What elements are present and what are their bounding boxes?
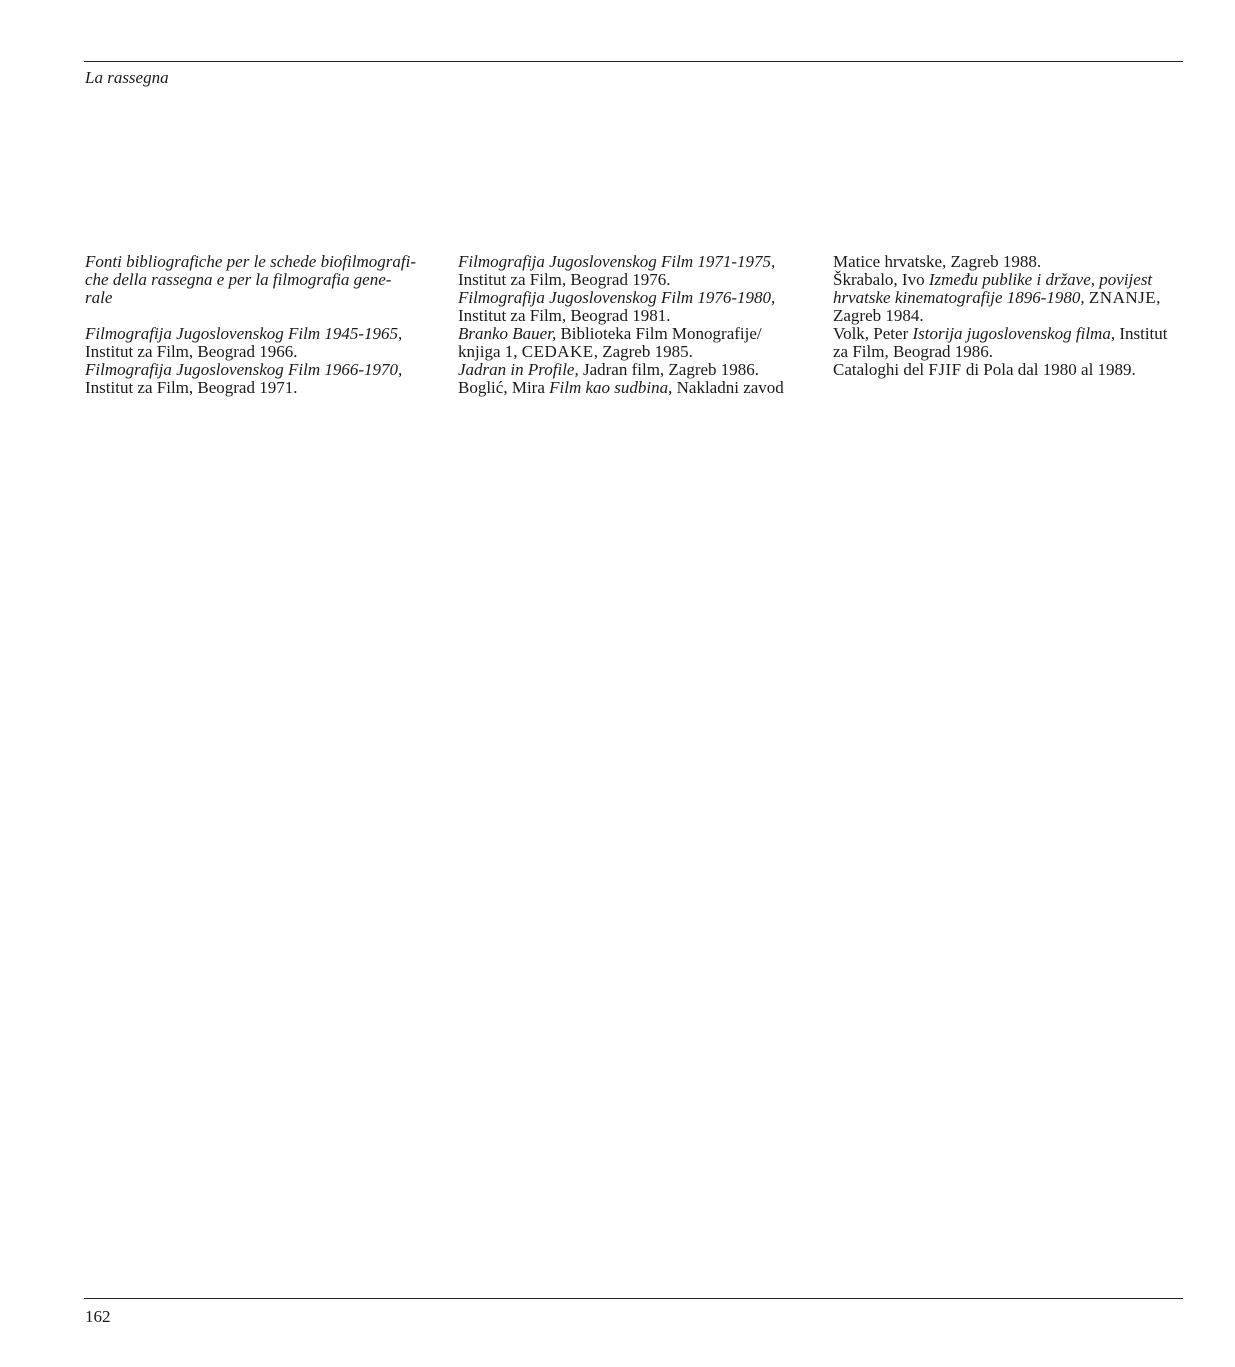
entry-publisher: Biblioteka Film Monografije/ — [556, 324, 762, 343]
top-rule — [84, 61, 1183, 62]
entry-publisher-name: CEDAKE — [521, 342, 594, 361]
entry-publisher-cont: za Film, Beograd 1986. — [833, 342, 994, 361]
entry-publisher: Institut za Film, Beograd 1971. — [85, 378, 298, 397]
entry-line — [458, 379, 810, 397]
entry-line — [458, 343, 810, 361]
entry-publisher: Matice hrvatske, Zagreb 1988. — [833, 252, 1042, 271]
entry-publisher: Institut za Film, Beograd 1981. — [458, 306, 671, 325]
entry-title: Branko Bauer, — [458, 324, 557, 343]
entry-publisher: Institut za Film, Beograd 1966. — [85, 342, 298, 361]
entry-publisher: Nakladni zavod — [672, 378, 784, 397]
entry-abbreviation: FJIF — [928, 360, 962, 379]
entry-title: Između publike i države, povijest — [928, 270, 1153, 289]
entry-text: Cataloghi del — [833, 360, 929, 379]
entry-line — [458, 325, 810, 343]
entry-title: Filmografija Jugoslovenskog Film 1976-1980, — [458, 288, 776, 307]
intro-line-3: rale — [85, 288, 113, 307]
bibliography-entry — [458, 379, 810, 397]
entry-volume: knjiga 1, — [458, 342, 522, 361]
bibliography-entry — [85, 361, 435, 397]
entry-title: Jadran in Profile, — [458, 360, 579, 379]
entry-title: Filmografija Jugoslovenskog Film 1966-1970, — [85, 360, 403, 379]
bibliography-entry-continued — [833, 253, 1183, 271]
bottom-rule — [84, 1298, 1183, 1299]
entry-publisher-name: ZNANJE — [1088, 288, 1157, 307]
entry-line — [833, 271, 1183, 289]
bibliography-entry — [833, 325, 1183, 361]
column-1 — [85, 253, 435, 397]
column-2 — [458, 253, 810, 397]
entry-line — [458, 361, 810, 379]
bibliography-entry — [458, 289, 810, 325]
entry-publisher: Jadran film, Zagreb 1986. — [578, 360, 760, 379]
entry-publisher: Institut — [1115, 324, 1168, 343]
entry-line — [833, 289, 1183, 307]
bibliography-entry — [458, 325, 810, 361]
page-number: 162 — [85, 1307, 111, 1326]
bibliography-intro — [85, 253, 435, 307]
entry-place-year: , Zagreb 1985. — [593, 342, 693, 361]
intro-line-2: che della rassegna e per la filmografia gene- — [85, 270, 392, 289]
running-head: La rassegna — [85, 68, 169, 87]
intro-line-1: Fonti bibliografiche per le schede biofilmografi- — [85, 252, 416, 271]
entry-author: Boglić, Mira — [458, 378, 550, 397]
entry-title: Filmografija Jugoslovenskog Film 1971-1975, — [458, 252, 776, 271]
entry-title-cont: hrvatske kinematografije 1896-1980, — [833, 288, 1085, 307]
entry-author: Volk, Peter — [833, 324, 913, 343]
entry-place-year: Zagreb 1984. — [833, 306, 924, 325]
bibliography-entry — [458, 361, 810, 379]
bibliography-entry — [833, 361, 1183, 379]
entry-text: di Pola dal 1980 al 1989. — [961, 360, 1136, 379]
entry-line — [833, 361, 1183, 379]
bibliography-entry — [833, 271, 1183, 325]
entry-comma: , — [1156, 288, 1161, 307]
entry-author: Škrabalo, Ivo — [833, 270, 929, 289]
entry-publisher: Institut za Film, Beograd 1976. — [458, 270, 671, 289]
column-3 — [833, 253, 1183, 379]
entry-line — [833, 325, 1183, 343]
entry-title: Istorija jugoslovenskog filma, — [912, 324, 1116, 343]
entry-title: Film kao sudbina, — [549, 378, 673, 397]
bibliography-entry — [458, 253, 810, 289]
bibliography-entry — [85, 325, 435, 361]
entry-title: Filmografija Jugoslovenskog Film 1945-1965, — [85, 324, 403, 343]
